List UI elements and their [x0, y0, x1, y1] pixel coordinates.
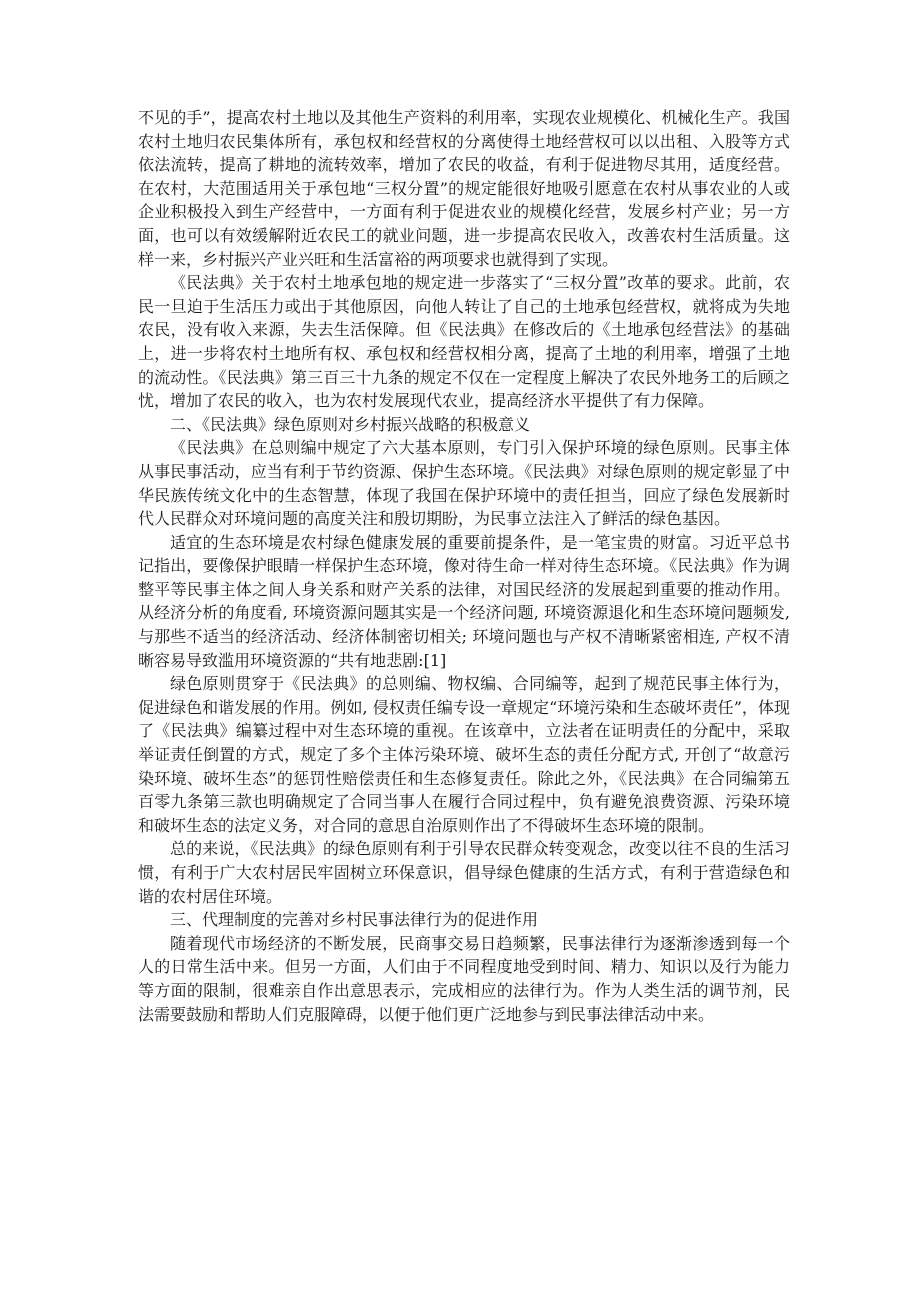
section-heading-green-principle: 二、《民法典》绿色原则对乡村振兴战略的积极意义 [170, 414, 531, 434]
paragraph-green-principle-codes: 绿色原则贯穿于《民法典》的总则编、物权编、合同编等，起到了规范民事主体行为，促进绿色和谐发展的作用。例如, 侵权责任编专设一章规定“环境污染和生态破坏责任”，体现了《民法典》编纂过程中对生态环境的重视。在该章中，立法者在证明责任的分配中，采取举证责任倒置的方式，规定了多个主体污染环境、破坏生态的责任分配方式, 开创了“故意污染环境、破坏生态”的惩罚性赔偿责任和生态修复责任。除此之外，《民法典》在合同编第五百零九条第三款也明确规定了合同当事人在履行合同过程中，负有避免浪费资源、污染环境和破坏生态的法定义务，对合同的意思自治原则作出了不得破坏生态环境的限制。 [138, 674, 790, 835]
paragraph-land-transfer-continued: 不见的手”，提高农村土地以及其他生产资料的利用率，实现农业规模化、机械化生产。我国农村土地归农民集体所有，承包权和经营权的分离使得土地经营权可以以出租、入股等方式依法流转，提高了耕地的流转效率，增加了农民的收益，有利于促进物尽其用，适度经营。在农村，大范围适用关于承包地“三权分置”的规定能很好地吸引愿意在农村从事农业的人或企业积极投入到生产经营中，一方面有利于促进农业的规模化经营，发展乡村产业；另一方面，也可以有效缓解附近农民工的就业问题，进一步提高农民收入，改善农村生活质量。这样一来，乡村振兴产业兴旺和生活富裕的两项要求也就得到了实现。 [138, 108, 790, 269]
paragraph-agency-system-intro: 随着现代市场经济的不断发展，民商事交易日趋频繁，民事法律行为逐渐渗透到每一个人的日常生活中来。但另一方面，人们由于不同程度地受到时间、精力、知识以及行为能力等方面的限制，很难亲自作出意思表示，完成相应的法律行为。作为人类生活的调节剂，民法需要鼓励和帮助人们克服障碍，以便于他们更广泛地参与到民事法律活动中来。 [138, 933, 790, 1024]
paragraph-green-principle-intro: 《民法典》在总则编中规定了六大基本原则，专门引入保护环境的绿色原则。民事主体从事民事活动，应当有利于节约资源、保护生态环境。《民法典》对绿色原则的规定彰显了中华民族传统文化中的生态智慧，体现了我国在保护环境中的责任担当，回应了绿色发展新时代人民群众对环境问题的高度关注和殷切期盼，为民事立法注入了鲜活的绿色基因。 [138, 438, 790, 529]
section-heading-agency-system: 三、代理制度的完善对乡村民事法律行为的促进作用 [170, 910, 539, 930]
paragraph-green-principle-summary: 总的来说，《民法典》的绿色原则有利于引导农民群众转变观念，改变以往不良的生活习惯，有利于广大农村居民牢固树立环保意识，倡导绿色健康的生活方式，有利于营造绿色和谐的农村居住环境。 [138, 839, 790, 906]
paragraph-ecological-environment: 适宜的生态环境是农村绿色健康发展的重要前提条件，是一笔宝贵的财富。习近平总书记指出，要像保护眼睛一样保护生态环境，像对待生命一样对待生态环境。《民法典》作为调整平等民事主体之间人身关系和财产关系的法律，对国民经济的发展起到重要的推动作用。从经济分析的角度看, 环境资源问题其实是一个经济问题, 环境资源退化和生态环境问题频发, 与那些不适当的经济活动、经济体制密切相关; 环境问题也与产权不清晰紧密相连, 产权不清晰容易导致滥用环境资源的“共有地悲剧:[1] [138, 532, 790, 670]
paragraph-three-rights-separation: 《民法典》关于农村土地承包地的规定进一步落实了“三权分置”改革的要求。此前，农民一旦迫于生活压力或出于其他原因，向他人转让了自己的土地承包经营权，就将成为失地农民，没有收入来源，失去生活保障。但《民法典》在修改后的《土地承包经营法》的基础上，进一步将农村土地所有权、承包权和经营权相分离，提高了土地的利用率，增强了土地的流动性。《民法典》第三百三十九条的规定不仅在一定程度上解决了农民外地务工的后顾之忧，增加了农民的收入，也为农村发展现代农业，提高经济水平提供了有力保障。 [138, 273, 790, 411]
document-page [138, 106, 790, 1026]
